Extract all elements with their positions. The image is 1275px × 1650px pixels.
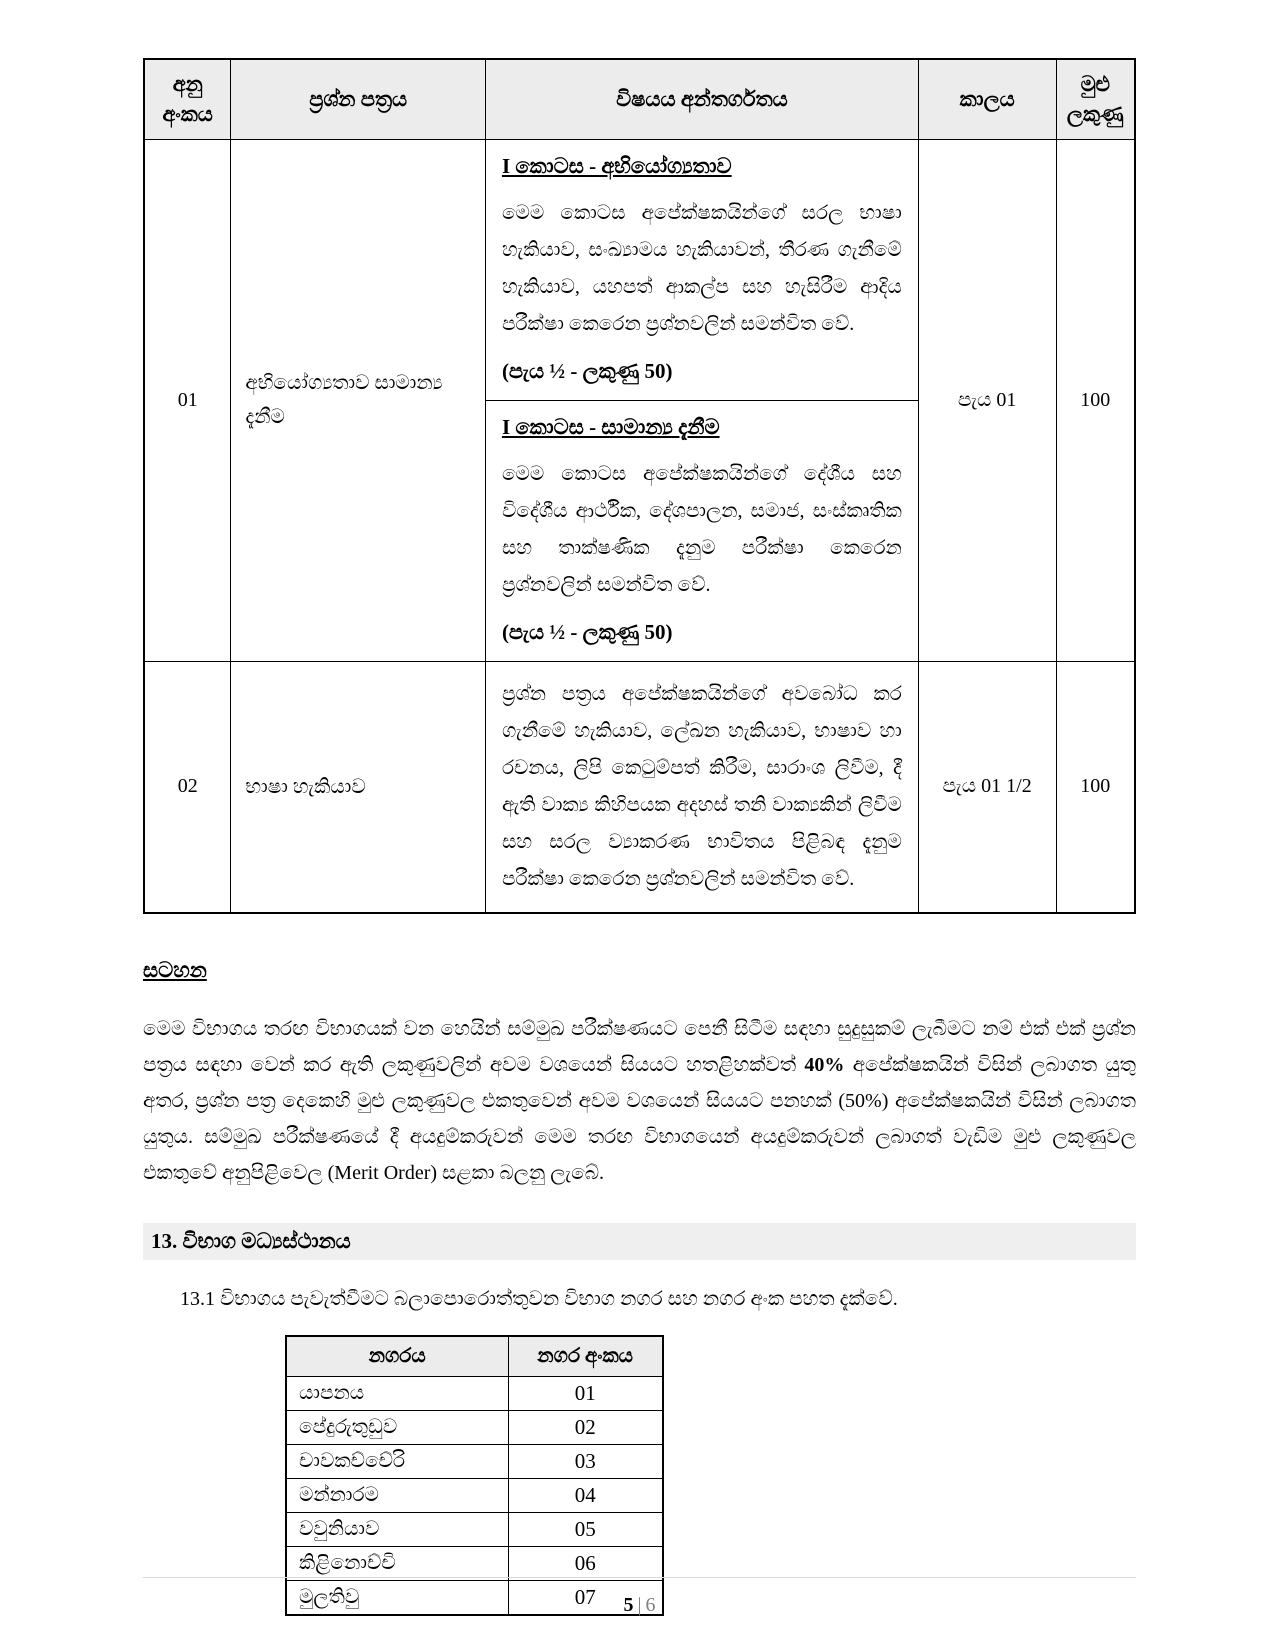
row2-subject-content: ප්‍රශ්න පත්‍රය අපේක්ෂකයින්ගේ අවබෝධ කර ගැනීමේ හැකියාව, ලේඛන හැකියාව, භාෂාව හා රචනය, ලිපි කෙටුම්පත් කිරීම, සාරාංශ ලිවීම, දී ඇති වාක්‍ය කිහිපයක අදහස් තනි වාක්‍යකින් ලිවීම සහ සරල ව්‍යාකරණ භාවිතය පිළිබඳ දැනුම පරීක්ෂා කෙරෙන ප්‍රශ්නවලින් සමන්විත වේ. <box>485 661 918 913</box>
page-content <box>143 58 1136 1616</box>
footer-current-page: 5 <box>623 1594 634 1616</box>
section-13-1-text: 13.1 විභාගය පැවැත්වීමට බලාපොරොත්තුවන විභාග නගර සහ නගර අංක පහත දැක්වේ. <box>180 1287 898 1310</box>
city-row <box>286 1410 663 1444</box>
city-number: 03 <box>508 1444 663 1478</box>
header-question-paper: ප්‍රශ්න පත්‍රය <box>231 59 486 139</box>
city-row <box>286 1478 663 1512</box>
header-subject-content: විෂයය අන්තර්ගතය <box>485 59 918 139</box>
header-city: නගරය <box>286 1336 508 1377</box>
row1-total-marks: 100 <box>1056 139 1135 661</box>
section-13-heading: 13. විභාග මධ්‍යස්ථානය <box>143 1223 1136 1260</box>
city-name: යාපනය <box>286 1376 508 1410</box>
header-city-number: නගර අංකය <box>508 1336 663 1377</box>
city-name: කිළිනොච්චි <box>286 1546 508 1580</box>
city-name: වවුනියාව <box>286 1512 508 1546</box>
part-b-heading: I කොටස - සාමාන්‍ය දැනීම <box>501 414 720 439</box>
city-name: මුලතිවු <box>286 1580 508 1615</box>
part-a-body: මෙම කොටස අපේක්ෂකයින්ගේ සරල භාෂා හැකියාව, සංඛ්‍යාමය හැකියාවන්, තීරණ ගැනීමේ හැකියාව, යහපත් ආකල්ප සහ හැසිරීම ආදිය පරීක්ෂා කෙරෙන ප්‍රශ්නවලින් සමන්විත වේ. <box>501 201 902 335</box>
row1-part-b <box>486 400 918 661</box>
note-text-2: අපේක්ෂකයින් විසින් ලබාගත යුතු අතර, ප්‍රශ්න පත්‍ර දෙකෙහි මුළු ලකුණුවල එකතුවෙන් අවම වශයෙන් සියයට පනහක් (50%) අපේක්ෂකයින් විසින් ලබාගත යුතුය. සම්මුඛ පරීක්ෂණයේ දී අයදුම්කරුවන් මෙම තරඟ විභාගයෙන් අයදුම්කරුවන් ලබාගත් වැඩිම මුළු ලකුණුවල එකතුවේ අනුපිළිවෙල (Merit Order) සළකා බලනු ලැබේ. <box>143 1053 1136 1184</box>
note-paragraph <box>143 1011 1136 1191</box>
note-bold-40-percent: 40% <box>804 1053 845 1076</box>
exam-cities-table <box>285 1335 664 1616</box>
row1-part-a <box>486 140 918 400</box>
exam-table-row-1 <box>144 139 1135 661</box>
note-heading: සටහන <box>143 957 207 982</box>
header-time: කාලය <box>918 59 1056 139</box>
part-b-body: මෙම කොටස අපේක්ෂකයින්ගේ දේශීය සහ විදේශීය ආර්ථික, දේශපාලන, සමාජ, සංස්කෘතික සහ තාක්ෂණික දැනුම පරීක්ෂා කෙරෙන ප්‍රශ්නවලින් සමන්විත වේ. <box>501 462 902 596</box>
city-row <box>286 1546 663 1580</box>
city-number: 05 <box>508 1512 663 1546</box>
note-text-1: මෙම විභාගය තරඟ විභාගයක් වන හෙයින් සම්මුඛ පරීක්ෂණයට පෙනී සිටීම සඳහා සුදුසුකම් ලැබීමට නම් එක් එක් ප්‍රශ්න පත්‍රය සඳහා වෙන් කර ඇති ලකුණුවලින් අවම වශයෙන් සියයට හතළිහක්වත් <box>143 1017 1136 1076</box>
header-total-marks: මුළු ලකුණු <box>1056 59 1135 139</box>
row2-paper-name: භාෂා හැකියාව <box>231 661 486 913</box>
exam-table-header-row <box>144 59 1135 139</box>
city-row <box>286 1444 663 1478</box>
row2-time: පැය 01 1/2 <box>918 661 1056 913</box>
city-row <box>286 1512 663 1546</box>
cities-header-row <box>286 1336 663 1377</box>
exam-structure-table <box>143 58 1136 914</box>
row1-subject-content <box>485 139 918 661</box>
city-name: පේදුරුතුඩුව <box>286 1410 508 1444</box>
row1-time: පැය 01 <box>918 139 1056 661</box>
city-number: 04 <box>508 1478 663 1512</box>
city-number: 06 <box>508 1546 663 1580</box>
row2-serial: 02 <box>144 661 231 913</box>
city-name: චාවකච්චේරි <box>286 1444 508 1478</box>
city-name: මන්නාරම <box>286 1478 508 1512</box>
footer-page-divider: | <box>637 1594 642 1616</box>
row2-total-marks: 100 <box>1056 661 1135 913</box>
part-b-marks-line: (පැය ½ - ලකුණු 50) <box>501 619 673 644</box>
part-a-marks-line: (පැය ½ - ලකුණු 50) <box>501 358 673 383</box>
city-number: 01 <box>508 1376 663 1410</box>
exam-table-row-2 <box>144 661 1135 913</box>
row1-paper-name: අභියෝග්‍යතාව සාමාන්‍ය දැනීම <box>231 139 486 661</box>
part-a-heading: I කොටස - අභියෝග්‍යතාව <box>501 153 732 178</box>
city-number: 07 <box>508 1580 663 1615</box>
city-row <box>286 1376 663 1410</box>
header-serial-number: අනු අංකය <box>144 59 231 139</box>
city-number: 02 <box>508 1410 663 1444</box>
row1-serial: 01 <box>144 139 231 661</box>
footer-total-pages: 6 <box>645 1594 656 1616</box>
page-footer <box>143 1577 1136 1617</box>
